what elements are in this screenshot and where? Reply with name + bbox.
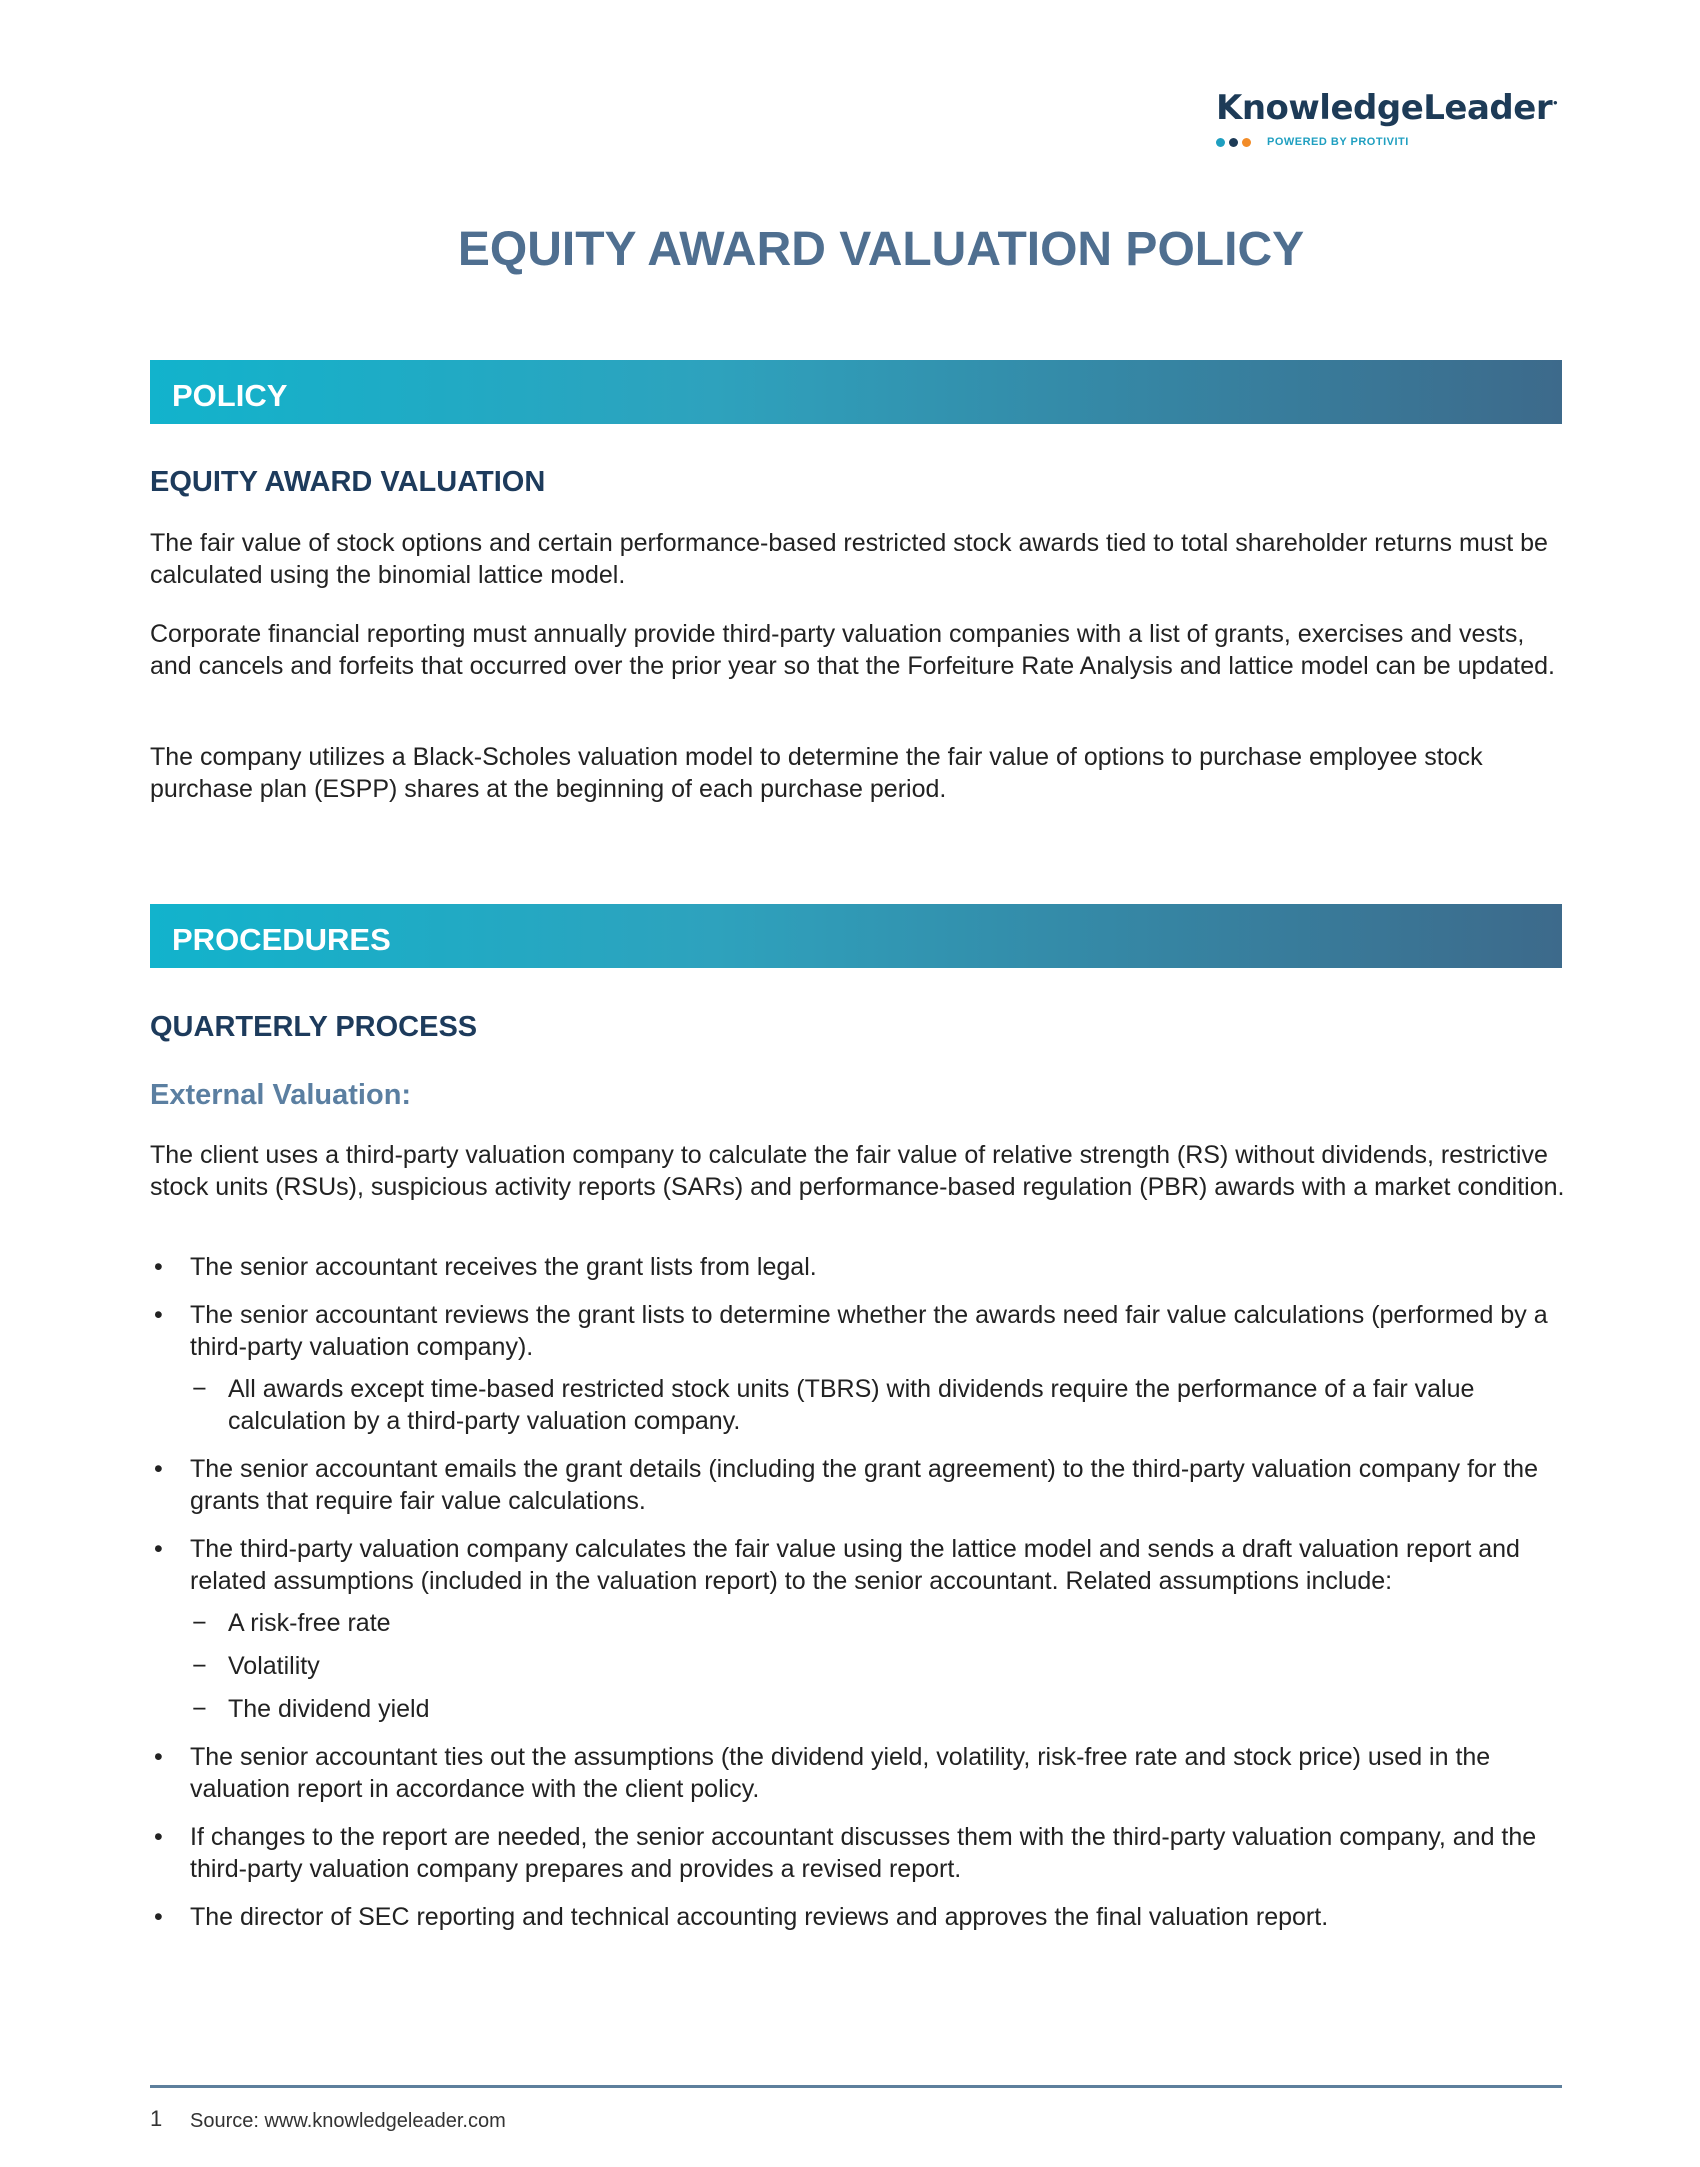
bullet-icon: • [154, 1743, 163, 1771]
list-item [150, 1251, 1570, 1283]
sub-list-item [190, 1650, 1570, 1682]
list-item-text: The director of SEC reporting and technical accounting reviews and approves the final valuation report. [190, 1903, 1329, 1931]
list-item-text: The senior accountant emails the grant details (including the grant agreement) to the third-party valuation company for the grants that require fair value calculations. [190, 1455, 1538, 1515]
list-item-text: If changes to the report are needed, the senior accountant discusses them with the third-party valuation company, and the third-party valuation company prepares and provides a revised report. [190, 1823, 1537, 1883]
logo-tagline-row [1216, 136, 1558, 148]
list-item [150, 1741, 1570, 1805]
list-item-text: The senior accountant receives the grant lists from legal. [190, 1253, 817, 1281]
list-item-text: The third-party valuation company calculates the fair value using the lattice model and sends a draft valuation report and related assumptions (included in the valuation report) to the senior accountant. Related assumptions include: [190, 1535, 1520, 1595]
footer-source: Source: www.knowledgeleader.com [190, 2110, 506, 2132]
procedures-intro: The client uses a third-party valuation company to calculate the fair value of relative strength (RS) without dividends, restrictive stock units (RSUs), suspicious activity reports (SARs) and performance-based regulation (PBR) awards with a market condition. [150, 1141, 1565, 1201]
list-item [150, 1453, 1570, 1517]
bullet-icon: • [154, 1535, 163, 1563]
sub-list-item [190, 1693, 1570, 1725]
dash-icon: − [192, 1695, 207, 1723]
list-item [150, 1533, 1570, 1725]
procedures-heading: QUARTERLY PROCESS [150, 1011, 478, 1043]
policy-paragraph-2: Corporate financial reporting must annually provide third-party valuation companies with a list of grants, exercises and vests, and cancels and forfeits that occurred over the prior year so that the Forfeiture Rate Analysis and lattice model can be updated. [150, 620, 1555, 680]
bullet-icon: • [154, 1903, 163, 1931]
dash-icon: − [192, 1609, 207, 1637]
list-item [150, 1821, 1570, 1885]
sub-list-item [190, 1373, 1570, 1437]
footer-divider [150, 2085, 1562, 2088]
knowledgeleader-logo [1216, 88, 1558, 148]
bullet-icon: • [154, 1301, 163, 1329]
sub-list-item-text: All awards except time-based restricted stock units (TBRS) with dividends require the performance of a fair value calculation by a third-party valuation company. [228, 1375, 1475, 1435]
dash-icon: − [192, 1652, 207, 1680]
policy-heading: EQUITY AWARD VALUATION [150, 466, 546, 498]
procedures-bullet-list [150, 1251, 1570, 1949]
policy-section-band: POLICY [150, 360, 1562, 424]
sub-list [190, 1607, 1570, 1725]
dash-icon: − [192, 1375, 207, 1403]
document-title: EQUITY AWARD VALUATION POLICY [457, 223, 1305, 276]
list-item [150, 1901, 1570, 1933]
policy-paragraph-3: The company utilizes a Black-Scholes valuation model to determine the fair value of options to purchase employee stock purchase plan (ESPP) shares at the beginning of each purchase period. [150, 743, 1483, 803]
logo-tagline: POWERED BY PROTIVITI [1266, 136, 1409, 148]
procedures-section-band: PROCEDURES [150, 904, 1562, 968]
bullet-icon: • [154, 1455, 163, 1483]
policy-paragraph-1: The fair value of stock options and certain performance-based restricted stock awards tied to total shareholder returns must be calculated using the binomial lattice model. [150, 529, 1548, 589]
sub-list-item-text: A risk-free rate [228, 1609, 391, 1637]
sub-list-item-text: The dividend yield [228, 1695, 430, 1723]
sub-list-item [190, 1607, 1570, 1639]
page-number: 1 [150, 2106, 163, 2131]
external-valuation-subheading: External Valuation: [150, 1079, 412, 1111]
bullet-icon: • [154, 1823, 163, 1851]
logo-dots-icon [1216, 138, 1251, 147]
sub-list [190, 1373, 1570, 1437]
sub-list-item-text: Volatility [228, 1652, 320, 1680]
list-item [150, 1299, 1570, 1437]
logo-wordmark: KnowledgeLeader• [1215, 88, 1558, 128]
list-item-text: The senior accountant ties out the assumptions (the dividend yield, volatility, risk-free rate and stock price) used in the valuation report in accordance with the client policy. [190, 1743, 1491, 1803]
bullet-icon: • [154, 1253, 163, 1281]
list-item-text: The senior accountant reviews the grant lists to determine whether the awards need fair value calculations (performed by a third-party valuation company). [190, 1301, 1548, 1361]
